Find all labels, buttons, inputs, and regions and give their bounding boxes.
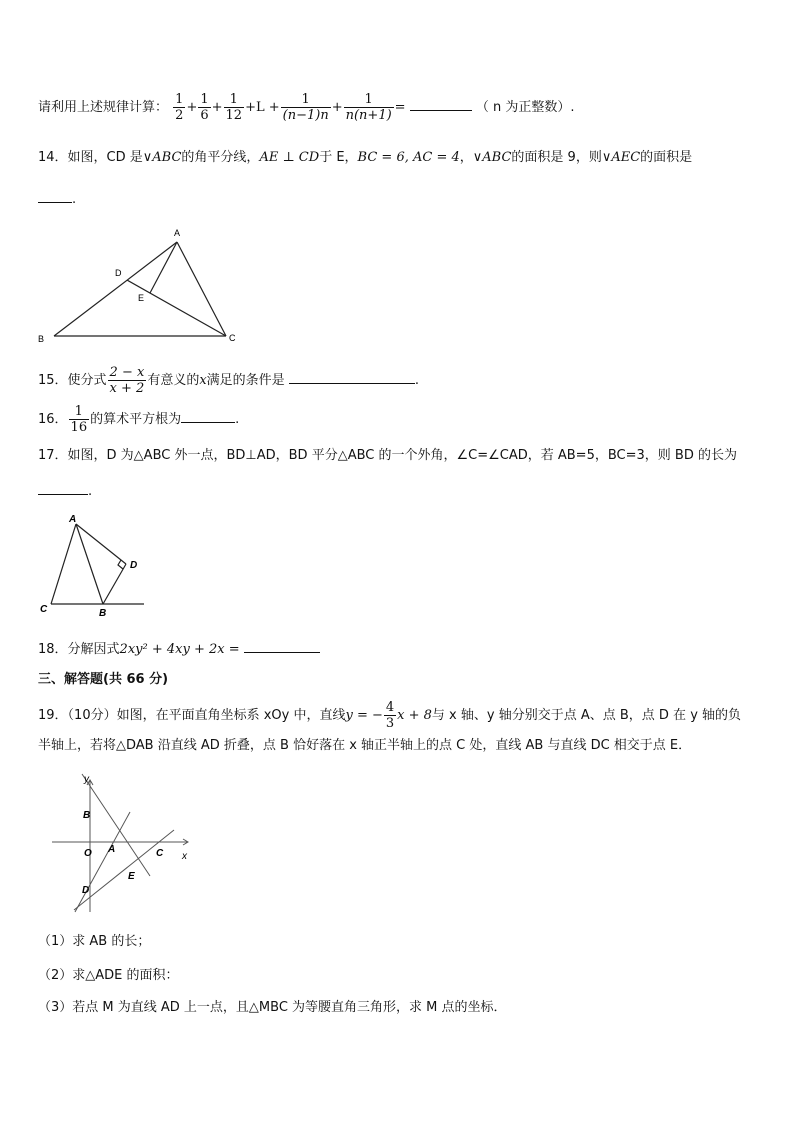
q19-eq-right: x + 8 bbox=[397, 708, 432, 723]
q15-line bbox=[38, 365, 419, 396]
fraction-1-6: $\frac{1}{6}$ bbox=[200, 92, 209, 123]
label-x: x bbox=[182, 851, 187, 862]
q14-tri-abc: ∨ABC bbox=[142, 150, 182, 165]
fraction-n-n1: $\frac{1}{n(n+1)}$ bbox=[345, 92, 392, 123]
line-ab bbox=[76, 524, 103, 604]
q17-answer-blank[interactable] bbox=[38, 480, 88, 495]
fraction-1-12: $\frac{1}{12}$ bbox=[225, 92, 243, 123]
q14-line bbox=[38, 148, 692, 168]
q15-var: x bbox=[199, 373, 207, 388]
q14-triangle-figure bbox=[32, 226, 252, 346]
q16-fraction: $\frac{1}{16}$ bbox=[70, 404, 88, 435]
line-ad bbox=[76, 524, 126, 564]
fraction-n-1-n: $\frac{1}{(n-1)n}$ bbox=[282, 92, 329, 123]
line-ca bbox=[51, 524, 76, 604]
q17-triangle-figure bbox=[36, 512, 166, 622]
q16-end: . bbox=[235, 412, 240, 427]
q15-text2: 有意义的 bbox=[147, 373, 200, 388]
q14-ae-perp-cd: AE ⊥ CD bbox=[259, 150, 320, 165]
q17-end: . bbox=[88, 484, 93, 499]
q14-text2: 的角平分线， bbox=[181, 150, 260, 165]
q15-fraction: $\frac{2 - x}{x + 2}$ bbox=[109, 365, 145, 396]
q19-line1 bbox=[38, 700, 741, 731]
q17-text: 17．如图，D 为△ABC 外一点，BD⊥AD，BD 平分△ABC 的一个外角，∠C=∠CAD，若 AB=5，BC=3，则 BD 的长为 bbox=[38, 448, 737, 463]
q18-text1: 18．分解因式 bbox=[38, 642, 120, 657]
label-c: C bbox=[156, 848, 164, 859]
q19-sub2-text: （2）求△ADE 的面积： bbox=[38, 968, 179, 983]
q18-line bbox=[38, 638, 320, 660]
q13-line: 请利用上述规律计算： $\frac{1}{2}$ + $\frac{1}{6}$ + $\frac{1}{12}$ +L + $\frac{1}{(n-1)n}$ + $\frac{1}{n(n+1)}$ = （ n 为正整数）. bbox=[38, 92, 575, 123]
q13-equals: = bbox=[394, 100, 406, 115]
q15-end: . bbox=[414, 373, 419, 388]
q14-text6: 的面积是 bbox=[640, 150, 693, 165]
q15-answer-blank[interactable] bbox=[289, 369, 415, 384]
label-e: E bbox=[138, 293, 145, 303]
q13-prefix: 请利用上述规律计算： bbox=[38, 100, 169, 115]
q19-fraction: $\frac{4}{3}$ bbox=[385, 700, 395, 731]
label-b: B bbox=[99, 608, 107, 619]
q17-blank-line bbox=[38, 480, 92, 502]
label-a: A bbox=[108, 844, 116, 855]
line-bd bbox=[103, 564, 126, 604]
q19-text1: 19．（10分）如图，在平面直角坐标系 xOy 中，直线 bbox=[38, 708, 346, 723]
q19-sub1 bbox=[38, 932, 150, 952]
q18-answer-blank[interactable] bbox=[244, 638, 320, 653]
q13-ellipsis: +L + bbox=[245, 100, 280, 115]
q16-answer-blank[interactable] bbox=[181, 408, 235, 423]
q14-text1: 14．如图，CD 是 bbox=[38, 150, 143, 165]
label-a: A bbox=[174, 228, 181, 238]
line-ab bbox=[82, 774, 150, 876]
label-a: A bbox=[69, 514, 77, 525]
q14-tri-aec: ∨AEC bbox=[601, 150, 641, 165]
q14-blank-line bbox=[38, 188, 76, 210]
q14-bc-ac: BC = 6, AC = 4 bbox=[357, 150, 460, 165]
q14-tri-abc-2: ∨ABC bbox=[472, 150, 512, 165]
q19-eq-left: y = − bbox=[345, 708, 383, 723]
label-d: D bbox=[130, 560, 138, 571]
line-ab bbox=[54, 242, 177, 336]
label-o: O bbox=[84, 848, 92, 859]
q13-note: （ n 为正整数）. bbox=[475, 100, 575, 115]
q14-text5: 的面积是 9，则 bbox=[511, 150, 602, 165]
section-title-text: 三、解答题(共 66 分) bbox=[38, 672, 169, 687]
q17-line bbox=[38, 446, 737, 466]
label-c: C bbox=[40, 604, 48, 615]
label-b: B bbox=[83, 810, 91, 821]
line-ae bbox=[150, 242, 177, 293]
q19-sub3 bbox=[38, 998, 507, 1018]
q16-text2: 的算术平方根为 bbox=[90, 412, 182, 427]
q14-end: . bbox=[72, 192, 77, 207]
label-c: C bbox=[229, 333, 236, 343]
label-d: D bbox=[115, 268, 122, 278]
q19-coordinate-figure bbox=[46, 772, 206, 922]
label-b: B bbox=[38, 334, 45, 344]
q13-answer-blank[interactable] bbox=[410, 96, 472, 111]
q19-sub2 bbox=[38, 966, 179, 986]
q18-expression: 2xy² + 4xy + 2x = bbox=[119, 642, 240, 657]
q15-text3: 满足的条件是 bbox=[206, 373, 285, 388]
q19-sub1-text: （1）求 AB 的长； bbox=[38, 934, 151, 949]
line-ad bbox=[75, 812, 130, 912]
label-y: y bbox=[84, 774, 89, 785]
label-e: E bbox=[128, 871, 135, 882]
fraction-1-2: $\frac{1}{2}$ bbox=[175, 92, 184, 123]
q19-sub3-text: （3）若点 M 为直线 AD 上一点，且△MBC 为等腰直角三角形，求 M 点的坐标． bbox=[38, 1000, 507, 1015]
q19-text3: 半轴上，若将△DAB 沿直线 AD 折叠，点 B 恰好落在 x 轴正半轴上的点 C 处，直线 AB 与直线 DC 相交于点 E． bbox=[38, 738, 692, 753]
q14-text3: 于 E， bbox=[319, 150, 358, 165]
q19-text2: 与 x 轴、y 轴分别交于点 A、点 B，点 D 在 y 轴的负 bbox=[431, 708, 742, 723]
q14-answer-blank[interactable] bbox=[38, 188, 72, 203]
q15-text1: 15．使分式 bbox=[38, 373, 107, 388]
q19-line2 bbox=[38, 736, 691, 756]
q14-text4: ， bbox=[459, 150, 473, 165]
label-d: D bbox=[82, 885, 90, 896]
section-title bbox=[38, 670, 168, 690]
q16-line bbox=[38, 404, 239, 435]
q16-text1: 16． bbox=[38, 412, 68, 427]
